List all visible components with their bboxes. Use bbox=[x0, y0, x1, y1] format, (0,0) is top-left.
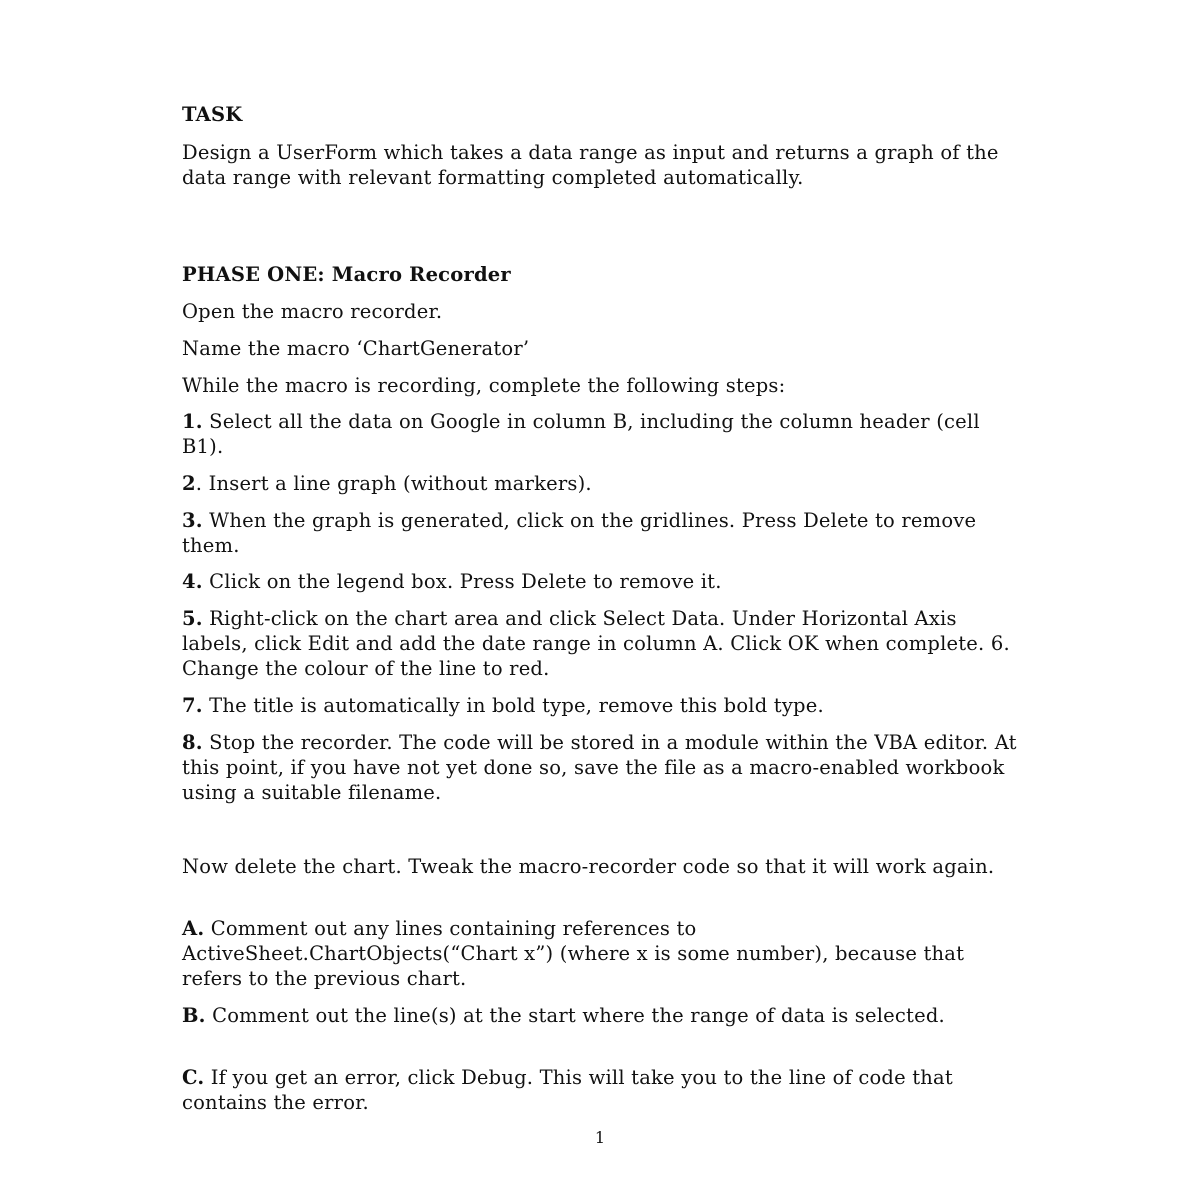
item-letter: B. bbox=[182, 1004, 206, 1027]
step-number: 2 bbox=[182, 472, 196, 495]
tweak-item-b bbox=[182, 1003, 1022, 1028]
step-text: The title is automatically in bold type, remove this bold type. bbox=[202, 694, 824, 717]
item-text: Comment out the line(s) at the start where the range of data is selected. bbox=[205, 1004, 945, 1027]
step-3 bbox=[182, 508, 1022, 558]
step-text: Right-click on the chart area and click Select Data. Under Horizontal Axis labels, click Edit and add the date range in column A. Click OK when complete. 6. Change the colour of the line to red. bbox=[182, 607, 1010, 680]
item-text: Comment out any lines containing references to ActiveSheet.ChartObjects(“Chart x”) (where x is some number), because that refers to the previous chart. bbox=[182, 917, 965, 990]
step-number: 8. bbox=[182, 731, 203, 754]
step-text: When the graph is generated, click on the gridlines. Press Delete to remove them. bbox=[182, 509, 977, 557]
step-text: Select all the data on Google in column B, including the column header (cell B1). bbox=[182, 410, 980, 458]
tweak-item-a bbox=[182, 916, 1022, 991]
intro-open-recorder: Open the macro recorder. bbox=[182, 300, 443, 323]
step-4 bbox=[182, 569, 1022, 594]
page-number: 1 bbox=[594, 1128, 606, 1147]
tweak-intro: Now delete the chart. Tweak the macro-recorder code so that it will work again. bbox=[182, 855, 995, 878]
item-letter: A. bbox=[182, 917, 205, 940]
step-text: . Insert a line graph (without markers). bbox=[195, 472, 592, 495]
step-text: Stop the recorder. The code will be stored in a module within the VBA editor. At this point, if you have not yet done so, save the file as a macro-enabled workbook using a suitable filename. bbox=[182, 731, 1017, 804]
step-8 bbox=[182, 730, 1022, 805]
step-number: 1. bbox=[182, 410, 203, 433]
item-letter: C. bbox=[182, 1066, 205, 1089]
intro-name-macro: Name the macro ‘ChartGenerator’ bbox=[182, 337, 530, 360]
item-text: If you get an error, click Debug. This will take you to the line of code that contains the error. bbox=[182, 1066, 953, 1114]
step-number: 5. bbox=[182, 607, 203, 630]
step-number: 4. bbox=[182, 570, 203, 593]
step-number: 3. bbox=[182, 509, 203, 532]
step-2 bbox=[182, 471, 1022, 496]
tweak-item-c bbox=[182, 1065, 1022, 1115]
step-number: 7. bbox=[182, 694, 203, 717]
step-text: Click on the legend box. Press Delete to remove it. bbox=[202, 570, 722, 593]
step-5 bbox=[182, 606, 1022, 681]
intro-while-recording: While the macro is recording, complete the following steps: bbox=[182, 374, 786, 397]
step-1 bbox=[182, 409, 1022, 459]
task-heading: TASK bbox=[182, 103, 243, 126]
step-7 bbox=[182, 693, 1022, 718]
task-description: Design a UserForm which takes a data range as input and returns a graph of the data range with relevant formatting completed automatically. bbox=[182, 141, 999, 189]
phase-one-heading: PHASE ONE: Macro Recorder bbox=[182, 263, 511, 286]
